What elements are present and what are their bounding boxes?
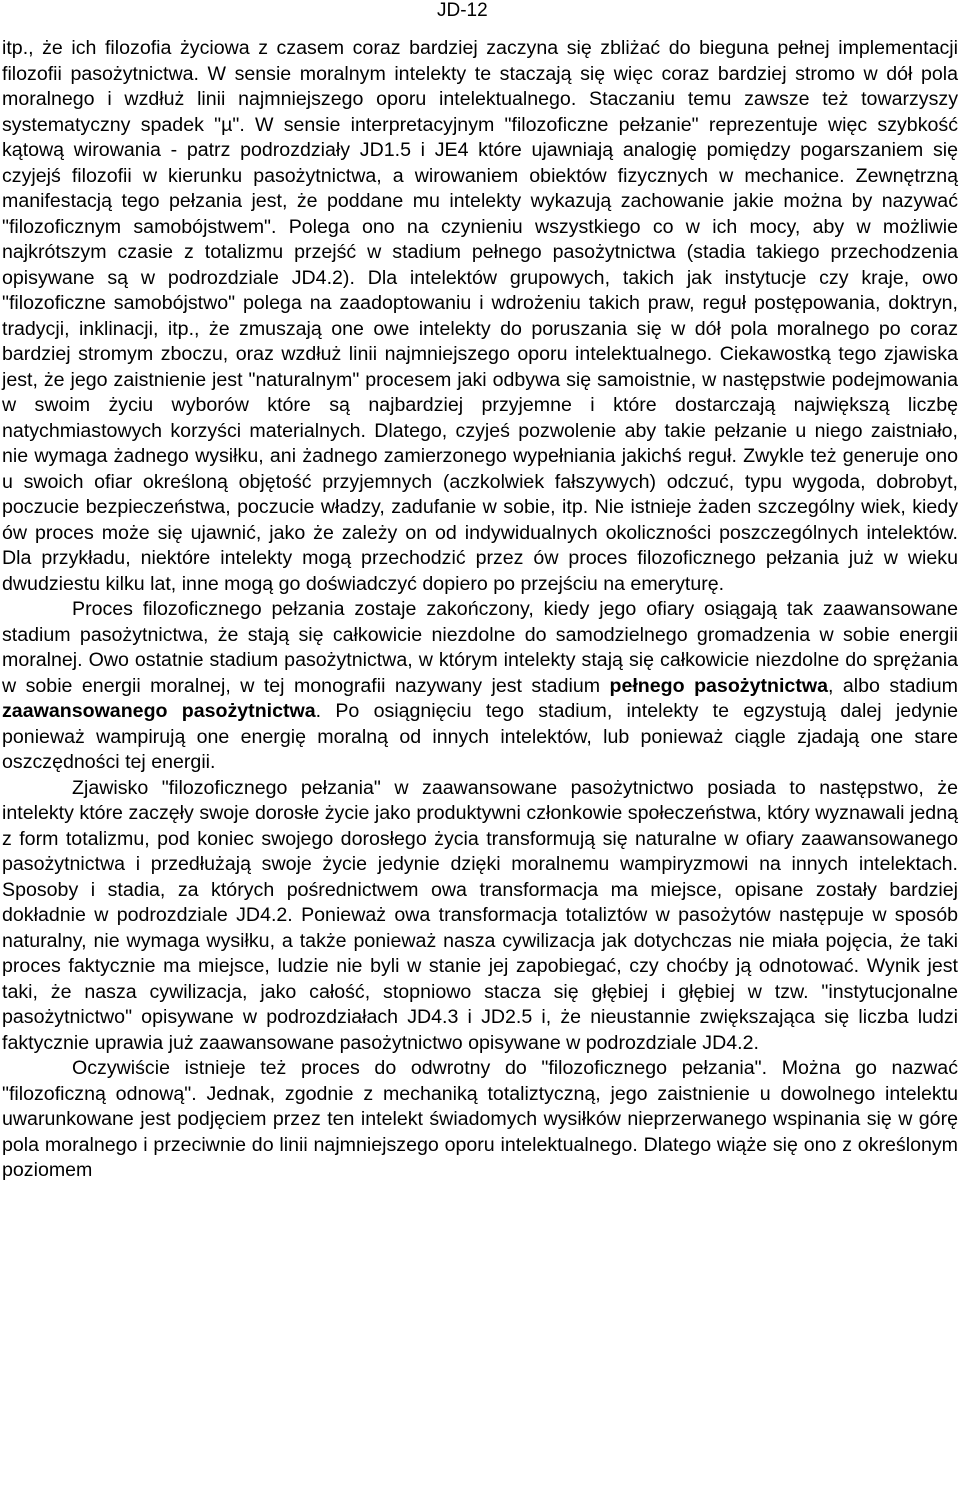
text-run: Oczywiście istnieje też proces do odwrotny do "filozoficznego pełzania". Można go nazwać "filozoficzną odnową". Jednak, zgodnie z mechaniką totaliztyczną, jego zaistnienie u dowolnego intelektu uwarunkowane jest podjęciem przez ten intelekt świadomych wysiłków nieprzerwanego wspinania się w górę pola moralnego i przeciwnie do linii najmniejszego oporu intelektualnego. Dlatego wiąże się ono z określonym poziomem xyxy=(2,1057,958,1181)
page-label: JD-12 xyxy=(437,0,488,21)
text-run: itp., że ich filozofia życiowa z czasem coraz bardziej zaczyna się zbliżać do bieguna pełnej implementacji filozofii pasożytnictwa. W sensie moralnym intelekty te staczają się więc coraz bardziej stromo w dół pola moralnego i wzdłuż linii najmniejszego oporu intelektualnego. Staczaniu temu zawsze też towarzyszy systematyczny spadek "µ". W sensie interpretacyjnym "filozoficzne pełzanie" reprezentuje więc szybkość kątową wirowania - patrz podrozdziały JD1.5 i JE4 które ujawniają analogię pomiędzy pogarszaniem się czyjejś filozofii w kierunku pasożytnictwa, a wirowaniem obiektów fizycznych w mechanice. Zewnętrzną manifestacją tego pełzania jest, że poddane mu intelekty wykazują zachowanie jakie można by nazywać "filozoficznym samobójstwem". Polega ono na czynieniu wszystkiego co w ich mocy, aby w możliwie najkrótszym czasie z totalizmu przejść w stadium pełnego pasożytnictwa (stadia takiego przechodzenia opisywane są w podrozdziale JD4.2). Dla intelektów grupowych, takich jak instytucje czy kraje, owo "filozoficzne samobójstwo" polega na zaadoptowaniu i wdrożeniu takich praw, reguł postępowania, doktryn, tradycji, inklinacji, itp., że zmuszają one owe intelekty do poruszania się w dół pola moralnego po coraz bardziej stromym zboczu, oraz wzdłuż linii najmniejszego oporu intelektualnego. Ciekawostką tego zjawiska jest, że jego zaistnienie jest "naturalnym" procesem jaki odbywa się samoistnie, w następstwie podejmowania w swoim życiu wyborów które są najbardziej przyjemne i które dostarczają największą liczbę natychmiastowych korzyści materialnych. Dlatego, czyjeś pozwolenie aby takie pełzanie u niego zaistniało, nie wymaga żadnego wysiłku, ani żadnego zamierzonego wypełniania jakichś reguł. Zwykle też generuje ono u swoich ofiar określoną objętość przyjemnych (aczkolwiek fałszywych) odczuć, typu wygoda, dobrobyt, poczucie bezpieczeństwa, poczucie władzy, zadufanie w sobie, itp. Nie istnieje żaden szczególny wiek, kiedy ów proces może się ujawnić, jako że zależy on od indywidualnych okoliczności poszczególnych intelektów. Dla przykładu, niektóre intelekty mogą przechodzić przez ów proces filozoficznego pełzania już w wieku dwudziestu kilku lat, inne mogą go doświadczyć dopiero po przejściu na emeryturę. xyxy=(2,37,958,595)
bold-term-advanced-parasitism: zaawansowanego pasożytnictwa xyxy=(2,700,316,722)
paragraph-1 xyxy=(2,36,958,597)
text-run: . Po osiągnięciu tego stadium, intelekty te egzystują dalej jedynie ponieważ wampirują one energię moralną od innych intelektów, lub ponieważ ciągle zjadają one stare oszczędności tej energii. xyxy=(2,700,958,773)
paragraph-3 xyxy=(2,776,958,1057)
document-body xyxy=(2,36,958,1184)
page-number-header xyxy=(437,0,488,22)
text-run: Zjawisko "filozoficznego pełzania" w zaawansowane pasożytnictwo posiada to następstwo, że intelekty które zaczęły swoje dorosłe życie jako produktywni członkowie społeczeństwa, który wyznawali jedną z form totalizmu, pod koniec swojego dorosłego życia transformują się naturalne w ofiary zaawansowanego pasożytnictwa i przedłużają swoje życie jedynie dzięki moralnemu wampiryzmowi na innych intelektach. Sposoby i stadia, za których pośrednictwem owa transformacja ma miejsce, opisane zostały bardziej dokładnie w podrozdziale JD4.2. Ponieważ owa transformacja totaliztów w pasożytów następuje w sposób naturalny, nie wymaga wysiłku, a także ponieważ nasza cywilizacja jak dotychczas nie miała pojęcia, że taki proces faktycznie ma miejsce, ludzie nie byli w stanie jej zapobiegać, czy choćby ją odnotować. Wynik jest taki, że nasza cywilizacja, jako całość, stopniowo stacza się głębiej i głębiej w tzw. "instytucjonalne pasożytnictwo" opisywane w podrozdziałach JD4.3 i JD2.5 i, że nieustannie zwiększająca się liczba ludzi faktycznie uprawia już zaawansowane pasożytnictwo opisywane w podrozdziale JD4.2. xyxy=(2,776,958,1054)
text-run: Proces filozoficznego pełzania zostaje zakończony, kiedy jego ofiary osiągają tak zaawansowane stadium pasożytnictwa, że stają się całkowicie niezdolne do samodzielnego gromadzenia w sobie energii moralnej. Owo ostatnie stadium pasożytnictwa, w którym intelekty stają się całkowicie niezdolne do sprężania w sobie energii moralnej, w tej monografii nazywany jest stadium xyxy=(2,598,958,697)
paragraph-2 xyxy=(2,597,958,776)
text-run: , albo stadium xyxy=(828,674,959,697)
paragraph-4 xyxy=(2,1056,958,1184)
bold-term-full-parasitism: pełnego pasożytnictwa xyxy=(609,674,828,697)
